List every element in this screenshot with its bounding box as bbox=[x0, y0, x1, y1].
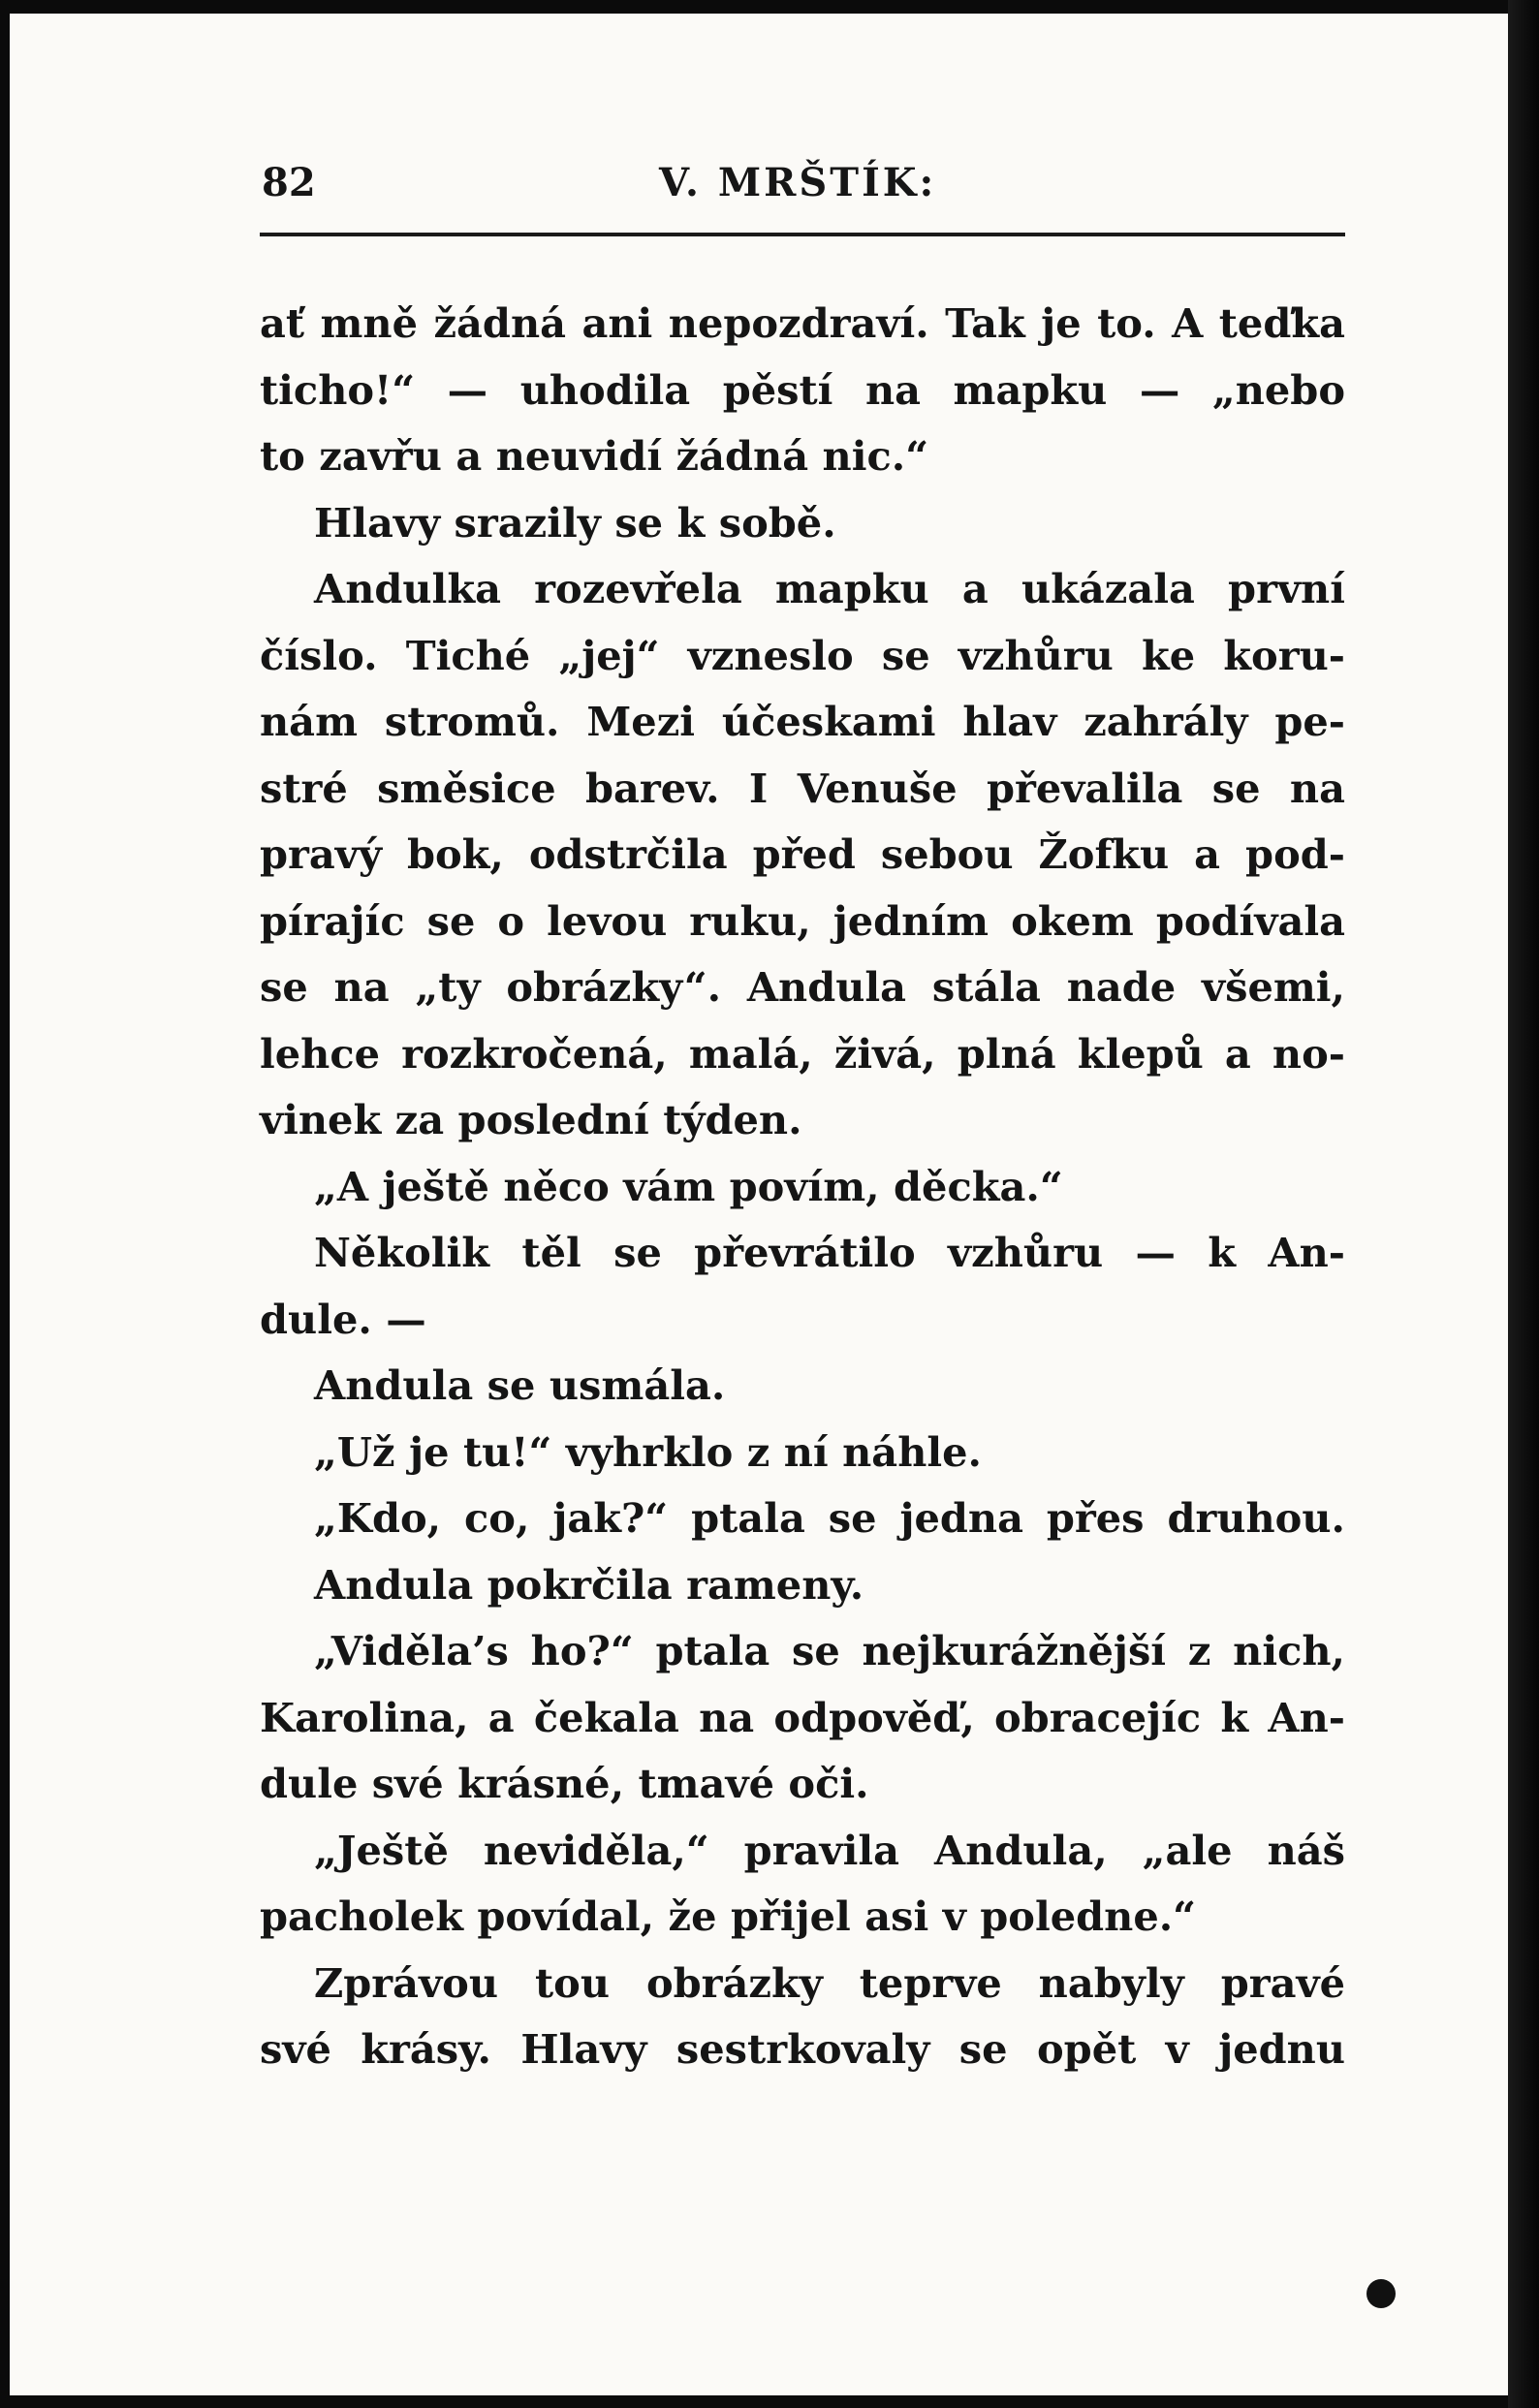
text-line: dule. — bbox=[260, 1295, 426, 1343]
text-line: pacholek povídal, že přijel asi v poledne.“ bbox=[260, 1892, 1197, 1940]
running-title: V. MRŠTÍK: bbox=[659, 160, 937, 205]
text-line: se na „ty obrázky“. Andula stála nade všemi, bbox=[260, 963, 1345, 1011]
text-line: ať mně žádná ani nepozdraví. Tak je to. A teďka bbox=[260, 299, 1345, 347]
text-line: Zprávou tou obrázky teprve nabyly pravé bbox=[314, 1958, 1345, 2007]
text-line: „Už je tu!“ vyhrklo z ní náhle. bbox=[314, 1427, 982, 1476]
text-line: „Viděla’s ho?“ ptala se nejkurážnější z nich, bbox=[314, 1627, 1345, 1674]
text-line: Andula se usmála. bbox=[314, 1361, 726, 1409]
text-line: Několik těl se převrátilo vzhůru — k An- bbox=[314, 1229, 1345, 1276]
text-line: Andula pokrčila rameny. bbox=[314, 1560, 864, 1609]
text-line: nám stromů. Mezi účeskami hlav zahrály pe- bbox=[260, 698, 1345, 745]
text-line: vinek za poslední týden. bbox=[260, 1096, 802, 1143]
text-line: pravý bok, odstrčila před sebou Žofku a pod- bbox=[260, 830, 1345, 878]
text-line: Karolina, a čekala na odpověď, obracejíc k An- bbox=[260, 1693, 1345, 1741]
text-line: to zavřu a neuvidí žádná nic.“ bbox=[260, 432, 929, 480]
text-line: své krásy. Hlavy sestrkovaly se opět v jednu bbox=[260, 2025, 1345, 2073]
text-line: „Ještě neviděla,“ pravila Andula, „ale náš bbox=[314, 1826, 1345, 1874]
text-line: dule své krásné, tmavé oči. bbox=[260, 1760, 869, 1807]
page-header bbox=[262, 160, 1345, 218]
text-line: „A ještě něco vám povím, děcka.“ bbox=[314, 1162, 1063, 1210]
text-line: „Kdo, co, jak?“ ptala se jedna přes druhou. bbox=[314, 1494, 1345, 1542]
text-line: Andulka rozevřela mapku a ukázala první bbox=[314, 565, 1345, 612]
text-line: stré směsice barev. I Venuše převalila se na bbox=[260, 764, 1345, 812]
text-line: číslo. Tiché „jej“ vzneslo se vzhůru ke koru- bbox=[260, 631, 1345, 679]
text-line: ticho!“ — uhodila pěstí na mapku — „nebo bbox=[260, 365, 1345, 414]
text-line: pírajíc se o levou ruku, jedním okem podívala bbox=[260, 896, 1345, 945]
text-line: Hlavy srazily se k sobě. bbox=[314, 498, 836, 547]
page-number: 82 bbox=[262, 160, 316, 205]
scan-edge bbox=[1508, 0, 1539, 2408]
body-text bbox=[260, 291, 1345, 2083]
text-line: lehce rozkročená, malá, živá, plná klepů a no- bbox=[260, 1029, 1345, 1078]
ink-spot bbox=[1366, 2279, 1396, 2308]
header-rule bbox=[260, 233, 1345, 236]
